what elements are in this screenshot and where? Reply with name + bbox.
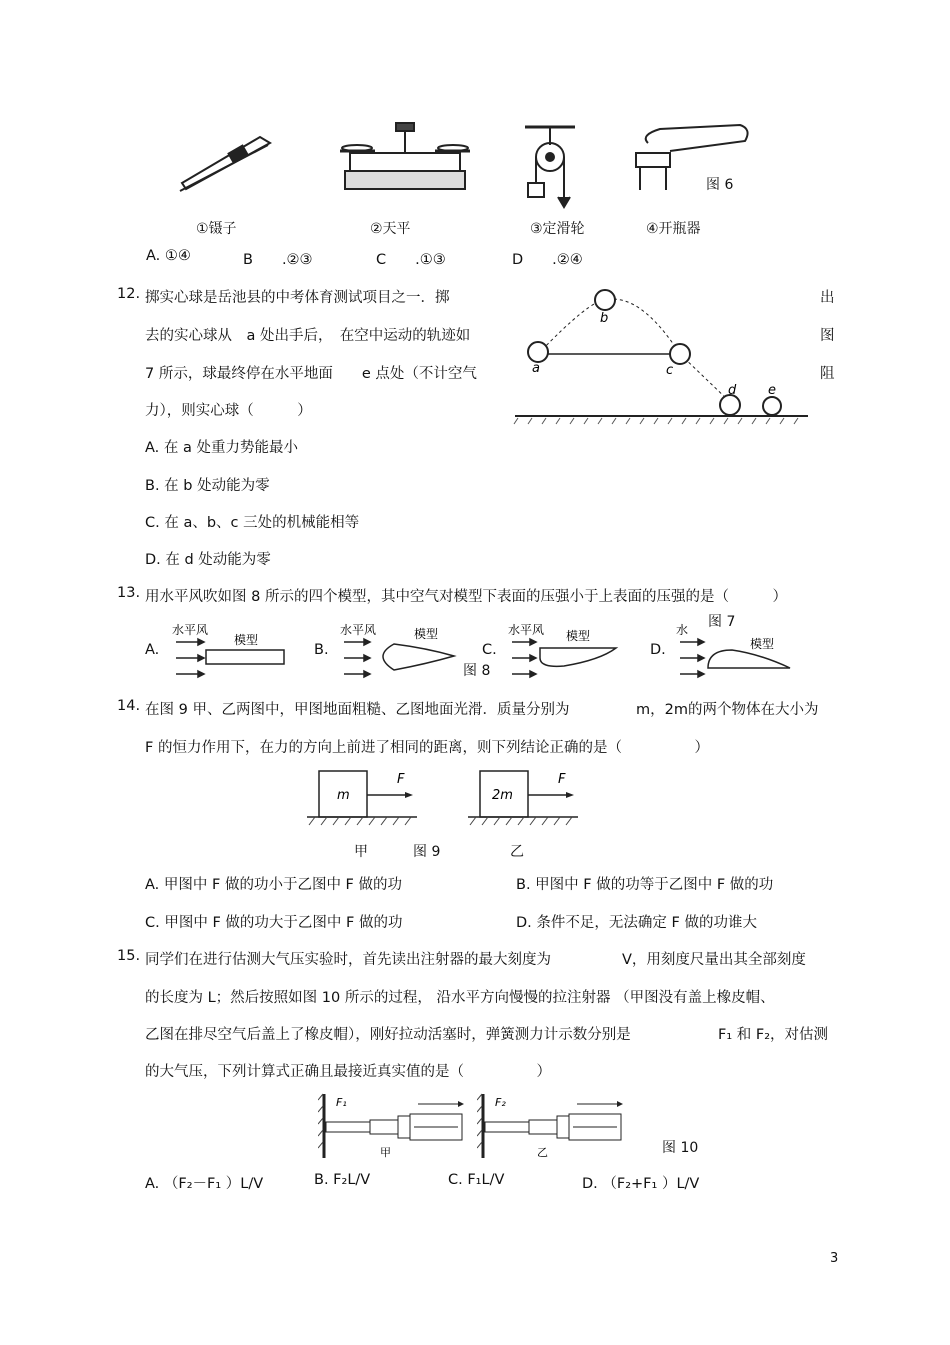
q14-option-d: D. 条件不足，无法确定 F 做的功谁大: [516, 915, 757, 931]
q13-option-b: B.: [314, 642, 329, 658]
q15-option-a: A. （F₂－F₁ ）L/V: [145, 1176, 264, 1192]
figure-6-label: ④开瓶器: [646, 221, 701, 237]
q12-option-a: A. 在 a 处重力势能最小: [145, 440, 298, 456]
q15-line: 的长度为 L；然后按照如图 10 所示的过程， 沿水平方向慢慢的拉注射器 （甲图没有盖上橡皮帽、: [145, 990, 775, 1006]
svg-text:水平风: 水平风: [172, 623, 209, 637]
figure-6-label: ②天平: [370, 221, 411, 237]
q14-option-a: A. 甲图中 F 做的功小于乙图中 F 做的功: [145, 877, 402, 893]
q13-option-d: D.: [650, 642, 666, 658]
fig7-point-b: b: [600, 311, 609, 326]
balance-scale-icon: [340, 123, 470, 189]
q12-option-d: D. 在 d 处动能为零: [145, 552, 271, 568]
tweezers-icon: [180, 137, 270, 191]
figure-9-left: [305, 765, 435, 830]
svg-text:2m: 2m: [492, 788, 513, 803]
q12-right-char: 出: [820, 290, 835, 306]
q15-option-b: B. F₂L/V: [314, 1172, 371, 1188]
q13-text: 用水平风吹如图 8 所示的四个模型，其中空气对模型下表面的压强小于上表面的压强的是（ ）: [145, 589, 787, 605]
figure-10-caption: 图 10: [662, 1140, 699, 1156]
q12-right-char: 阻: [820, 366, 835, 382]
q14-line: m，2m的两个物体在大小为: [636, 702, 819, 718]
q14-number: 14.: [117, 698, 141, 714]
q12-option-b: B. 在 b 处动能为零: [145, 478, 270, 494]
svg-text:水平风: 水平风: [340, 623, 377, 637]
q12-line: 去的实心球从 a 处出手后， 在空中运动的轨迹如: [145, 328, 471, 344]
figure-6-label: ①镊子: [196, 221, 237, 237]
svg-text:水: 水: [676, 623, 689, 637]
figure-8-caption: 图 8: [463, 663, 491, 679]
fig7-point-d: d: [728, 383, 737, 398]
q12-line: 7 所示，球最终停在水平地面 e 点处（不计空气: [145, 366, 477, 382]
figure-10-left: [318, 1090, 476, 1162]
figure-9-label-right: 乙: [510, 844, 524, 860]
q14-line: 在图 9 甲、乙两图中，甲图地面粗糙、乙图地面光滑．质量分别为: [145, 702, 570, 718]
pulley-icon: [525, 127, 575, 207]
q14-line: F 的恒力作用下，在力的方向上前进了相同的距离，则下列结论正确的是（ ）: [145, 740, 709, 756]
fig7-point-a: a: [532, 361, 540, 376]
figure-8-model-c: [504, 620, 629, 682]
figure-7-trajectory: [510, 282, 810, 427]
svg-text:模型: 模型: [234, 633, 259, 647]
figure-8-model-d: [672, 620, 797, 682]
q15-option-c: C. F₁L/V: [448, 1172, 505, 1188]
figure-9-label-left: 甲: [354, 844, 368, 860]
figure-9-caption: 图 9: [413, 844, 441, 860]
q15-option-d: D. （F₂+F₁ ）L/V: [582, 1176, 700, 1192]
svg-text:F: F: [558, 772, 566, 787]
q11-option-d: D .②④: [512, 252, 583, 268]
q11-option-b: B .②③: [243, 252, 313, 268]
q15-line: V，用刻度尺量出其全部刻度: [622, 952, 806, 968]
q11-option-a: A. ①④: [146, 248, 191, 264]
page-number: 3: [830, 1251, 839, 1266]
q15-line: 同学们在进行估测大气压实验时，首先读出注射器的最大刻度为: [145, 952, 551, 968]
q14-option-c: C. 甲图中 F 做的功大于乙图中 F 做的功: [145, 915, 403, 931]
figure-10-right: [477, 1090, 635, 1162]
q12-number: 12.: [117, 286, 141, 302]
svg-text:乙: 乙: [537, 1146, 548, 1159]
figure-6-caption: 图 6: [706, 177, 734, 193]
svg-text:甲: 甲: [380, 1146, 391, 1159]
svg-text:F: F: [397, 772, 405, 787]
q13-option-a: A.: [145, 642, 160, 658]
q15-line: F₁ 和 F₂，对估测: [718, 1027, 829, 1043]
fig7-point-e: e: [768, 383, 776, 398]
q15-line: 乙图在排尽空气后盖上了橡皮帽），刚好拉动活塞时，弹簧测力计示数分别是: [145, 1027, 631, 1043]
figure-7-caption: 图 7: [708, 614, 736, 630]
q14-option-b: B. 甲图中 F 做的功等于乙图中 F 做的功: [516, 877, 774, 893]
svg-text:F₂: F₂: [495, 1096, 506, 1109]
q13-number: 13.: [117, 585, 141, 601]
svg-text:m: m: [337, 788, 350, 803]
svg-text:模型: 模型: [566, 629, 591, 643]
figure-6-label: ③定滑轮: [530, 221, 585, 237]
q12-right-char: 图: [820, 328, 835, 344]
fig7-point-c: c: [666, 363, 674, 378]
svg-text:F₁: F₁: [336, 1096, 347, 1109]
figure-9-right: [466, 765, 596, 830]
q13-option-c: C.: [482, 642, 497, 658]
figure-8-model-a: [168, 620, 293, 682]
svg-text:水平风: 水平风: [508, 623, 545, 637]
q15-line: 的大气压，下列计算式正确且最接近真实值的是（ ）: [145, 1064, 551, 1080]
q15-number: 15.: [117, 948, 141, 964]
q12-option-c: C. 在 a、b、c 三处的机械能相等: [145, 515, 360, 531]
svg-text:模型: 模型: [414, 627, 439, 641]
svg-text:模型: 模型: [750, 637, 775, 651]
figure-8-model-b: [336, 620, 461, 682]
q11-option-c: C .①③: [376, 252, 446, 268]
q12-line: 力），则实心球（ ）: [145, 403, 312, 419]
q12-line: 掷实心球是岳池县的中考体育测试项目之一．掷: [145, 290, 450, 306]
